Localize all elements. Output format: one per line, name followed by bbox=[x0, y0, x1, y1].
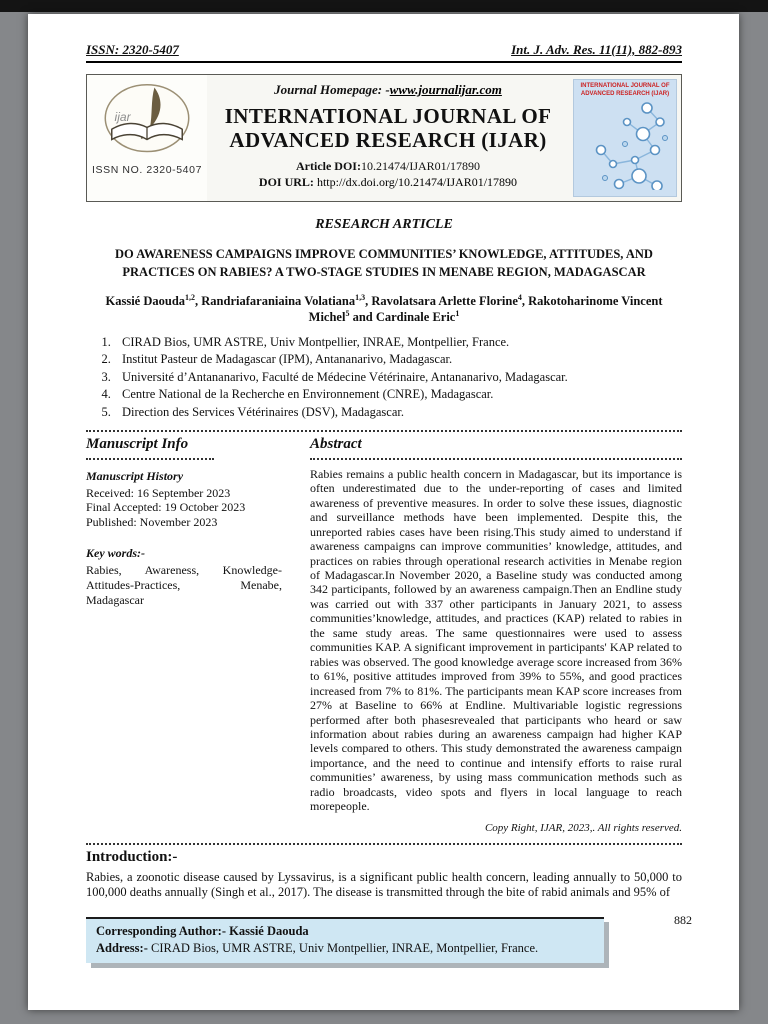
copyright-notice: Copy Right, IJAR, 2023,. All rights reserved. bbox=[484, 821, 682, 834]
affiliation-item: 3. Université d’Antananarivo, Faculté de Médecine Vétérinaire, Antananarivo, Madagascar. bbox=[114, 370, 682, 385]
molecule-graphic-icon bbox=[575, 98, 675, 190]
viewer-top-strip bbox=[0, 0, 768, 12]
authors-line: Kassié Daouda$^{1,2}$, Randriafaraniaina Volatiana$^{1,3}$, Ravolatsara Arlette Florine$^4$, Rakotoharinome Vincent Michel$^5$ and Cardinale Eric$^1$ bbox=[105, 293, 663, 325]
manuscript-info-column bbox=[86, 436, 282, 834]
manuscript-history-heading: Manuscript History bbox=[86, 468, 184, 483]
doi-url-link[interactable]: http://dx.doi.org/10.21474/IJAR01/17890 bbox=[316, 174, 518, 189]
dotted-separator bbox=[86, 843, 682, 845]
dotted-separator bbox=[86, 430, 682, 432]
journal-cover-thumbnail bbox=[573, 79, 677, 197]
dotted-separator bbox=[310, 458, 682, 460]
issn-header: ISSN: 2320-5407 bbox=[86, 42, 179, 57]
abstract-heading: Abstract bbox=[310, 435, 362, 452]
journal-title bbox=[207, 105, 569, 153]
cover-caption: INTERNATIONAL JOURNAL OF ADVANCED RESEARCH (IJAR) bbox=[580, 83, 670, 97]
affiliation-item: 2. Institut Pasteur de Madagascar (IPM), Antananarivo, Madagascar. bbox=[114, 352, 682, 367]
page-number: 882 bbox=[674, 912, 692, 927]
logo-issn-number: ISSN NO. 2320-5407 bbox=[91, 164, 203, 176]
journal-title-line2: ADVANCED RESEARCH (IJAR) bbox=[229, 127, 547, 152]
info-abstract-columns bbox=[86, 436, 682, 834]
manuscript-info-heading: Manuscript Info bbox=[86, 435, 189, 452]
affiliation-item: 5. Direction des Services Vétérinaires (DSV), Madagascar. bbox=[114, 405, 682, 420]
affiliation-item: 1. CIRAD Bios, UMR ASTRE, Univ Montpellier, INRAE, Montpellier, France. bbox=[114, 335, 682, 350]
journal-title-line1: INTERNATIONAL JOURNAL OF bbox=[224, 104, 552, 128]
running-header bbox=[86, 42, 682, 58]
journal-ref-header: Int. J. Adv. Res. 11(11), 882-893 bbox=[511, 42, 682, 57]
introduction-heading: Introduction:- bbox=[86, 848, 178, 865]
introduction-text: Rabies, a zoonotic disease caused by Lyssavirus, is a significant public health concern, leading annually to 50,000 to 100,000 deaths annually (Singh et al., 2017). The disease is transmitted through the bite of rabid animals and 95% of bbox=[86, 869, 682, 900]
corresponding-author-box bbox=[86, 917, 604, 963]
article-doi-value: 10.21474/IJAR01/17890 bbox=[360, 158, 480, 173]
keywords-heading: Key words:- bbox=[86, 545, 145, 560]
published-date: Published: November 2023 bbox=[86, 515, 218, 530]
corresponding-author-line: Corresponding Author:- Kassié Daouda bbox=[96, 923, 309, 938]
address-value: CIRAD Bios, UMR ASTRE, Univ Montpellier, INRAE, Montpellier, France. bbox=[147, 940, 539, 955]
accepted-date: Final Accepted: 19 October 2023 bbox=[86, 500, 246, 515]
article-doi-line bbox=[207, 159, 569, 174]
journal-homepage-line bbox=[207, 82, 569, 98]
masthead-center bbox=[207, 75, 569, 201]
header-rule bbox=[86, 61, 682, 63]
article-doi-label: Article DOI: bbox=[296, 158, 361, 173]
ijar-logo-icon bbox=[96, 80, 198, 160]
journal-cover-column bbox=[569, 75, 681, 201]
keywords-text: Rabies, Awareness, Knowledge-Attitudes-Practices, Menabe, Madagascar bbox=[86, 562, 282, 607]
article-type: RESEARCH ARTICLE bbox=[315, 217, 453, 232]
address-label: Address:- bbox=[96, 940, 148, 955]
doi-url-line bbox=[207, 175, 569, 190]
received-date: Received: 16 September 2023 bbox=[86, 485, 231, 500]
ijar-logo-text: ijar bbox=[114, 109, 131, 124]
journal-homepage-label: Journal Homepage: - bbox=[274, 82, 390, 97]
dotted-separator bbox=[86, 458, 214, 460]
abstract-text: Rabies remains a public health concern in Madagascar, but its importance is often underestimated due to the under-reporting of cases and limited awareness of preventive measures. In order to solve these issues, diagnostic and surveillance methods have been implemented. Despite this, the unreported rabies cases have been rising.This study aimed to understand if awareness campaigns can improve communities’ knowledge, attitudes, and practices on rabies through operational research activities in Menabe region of Madagascar.In November 2020, a Baseline study was conducted among 342 participants, followed by an awareness campaign.Then an Endline study was carried out with 337 other participants in January 2021, to assess communities’knowledge, attitudes, and practices (KAP) related to rabies in the same study areas. The same questionnaires were used to assess communities KAP. A significant improvement in participants' KAP related to rabies was observed. The good knowledge average score increased from 36% to 61%, positive attitudes improved from 39% to 55%, and good practices increased from 7% to 81%. The participants mean KAP score increases from 27% at Baseline to 66% at Endline. Multivariable logistic regressions performed after both phasesrevealed that participants who heard or saw information about rabies during an awareness campaign had higher KAP levels compared to others. This study demonstrated the awareness campaign importance, and the need to continue and intensify efforts to raise rural communities’ awareness, by using mass communication methods such as radio broadcasts, video spots and flyers in local language to reach morepeople. bbox=[310, 466, 682, 814]
journal-logo bbox=[87, 75, 207, 201]
doi-url-label: DOI URL: bbox=[258, 174, 317, 189]
page-content bbox=[28, 14, 739, 963]
journal-homepage-link[interactable]: www.journalijar.com bbox=[389, 82, 502, 97]
affiliations-list bbox=[86, 335, 682, 420]
journal-masthead bbox=[86, 74, 682, 202]
abstract-column bbox=[310, 436, 682, 834]
corresponding-address-line bbox=[96, 941, 594, 956]
document-page bbox=[28, 14, 739, 1010]
article-title: DO AWARENESS CAMPAIGNS IMPROVE COMMUNITIES’ KNOWLEDGE, ATTITUDES, AND PRACTICES ON RABIES? A TWO-STAGE STUDIES IN MENABE REGION, MADAGASCAR bbox=[115, 247, 653, 279]
affiliation-item: 4. Centre National de la Recherche en Environnement (CNRE), Madagascar. bbox=[114, 387, 682, 402]
page-footer bbox=[86, 912, 692, 963]
